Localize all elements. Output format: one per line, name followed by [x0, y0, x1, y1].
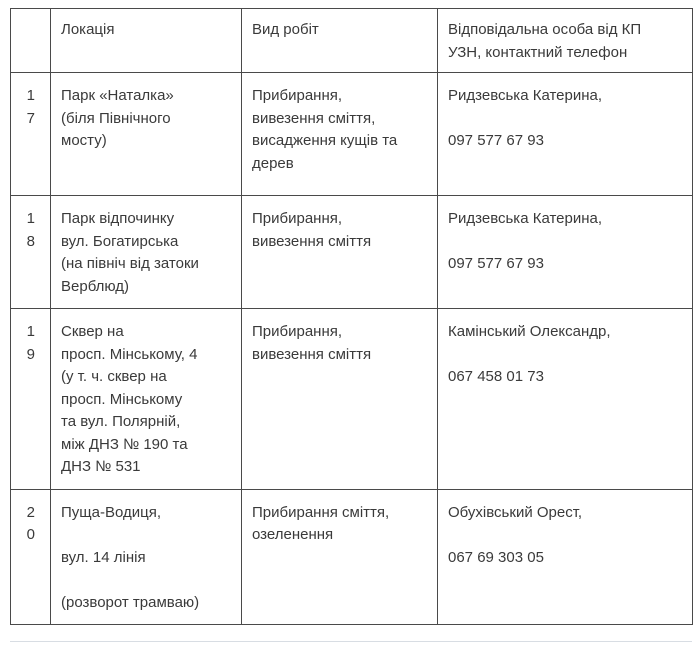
row-number-value: 19: [26, 323, 35, 363]
work-line: Прибирання сміття,: [252, 503, 390, 521]
bottom-divider: [10, 641, 692, 642]
contact-cell: [438, 73, 693, 196]
location-cell: [51, 73, 242, 196]
work-line: вивезення сміття,: [252, 109, 376, 127]
row-number-value: 18: [26, 210, 35, 250]
work-line: вивезення сміття: [252, 345, 372, 363]
contact-phone: 067 69 303 05: [448, 548, 544, 566]
location-line: Сквер на: [61, 323, 124, 340]
row-number-value: 20: [26, 503, 35, 543]
row-number-value: 17: [26, 87, 35, 127]
work-cell: [242, 73, 438, 196]
header-location: Локація: [51, 9, 242, 73]
work-line: Прибирання,: [252, 210, 343, 227]
location-line: мосту): [61, 132, 107, 149]
location-cell: [51, 309, 242, 490]
work-line: Прибирання,: [252, 87, 343, 104]
location-line: та вул. Полярній,: [61, 413, 181, 430]
location-line: між ДНЗ № 190 та: [61, 435, 188, 453]
contact-cell: [438, 309, 693, 490]
row-number: [11, 196, 51, 309]
location-cell: [51, 489, 242, 625]
contact-person: Ридзевська Катерина,: [448, 87, 603, 104]
work-line: вивезення сміття: [252, 232, 372, 250]
cleanup-schedule-table: [10, 8, 693, 625]
contact-spacer: [448, 108, 682, 131]
contact-person: Ридзевська Катерина,: [448, 210, 603, 227]
location-line: Верблюд): [61, 277, 130, 295]
location-line: вул. 14 лінія: [61, 548, 146, 566]
work-line: висадження кущів та: [252, 132, 398, 149]
work-line: Прибирання,: [252, 323, 343, 340]
work-cell: [242, 489, 438, 625]
location-line: Пуща-Водиця,: [61, 503, 161, 521]
location-spacer: [61, 569, 231, 592]
contact-phone: 097 577 67 93: [448, 255, 544, 272]
table-row: [11, 489, 693, 625]
location-spacer: [61, 524, 231, 547]
header-work-type: Вид робіт: [242, 9, 438, 73]
contact-spacer: [448, 524, 682, 547]
work-line: дерев: [252, 154, 294, 172]
contact-phone: 067 458 01 73: [448, 368, 544, 385]
row-number: [11, 309, 51, 490]
header-contact-line: УЗН, контактний телефон: [448, 43, 628, 61]
table-row: [11, 73, 693, 196]
location-cell: [51, 196, 242, 309]
table-row: [11, 196, 693, 309]
location-line: ДНЗ № 531: [61, 458, 141, 475]
location-line: (біля Північного: [61, 109, 171, 127]
location-line: просп. Мінському, 4: [61, 345, 198, 363]
header-contact: [438, 9, 693, 73]
header-contact-line: Відповідальна особа від КП: [448, 21, 642, 38]
header-number: [11, 9, 51, 73]
location-line: Парк «Наталка»: [61, 87, 174, 104]
contact-cell: [438, 196, 693, 309]
table-header-row: [11, 9, 693, 73]
location-line: Парк відпочинку: [61, 210, 175, 227]
location-line: (розворот трамваю): [61, 593, 200, 611]
location-line: просп. Мінському: [61, 390, 183, 408]
contact-phone: 097 577 67 93: [448, 132, 544, 149]
contact-person: Камінський Олександр,: [448, 323, 611, 340]
row-number: [11, 73, 51, 196]
location-line: (на північ від затоки: [61, 255, 199, 272]
contact-cell: [438, 489, 693, 625]
work-line: озеленення: [252, 526, 334, 543]
location-line: вул. Богатирська: [61, 232, 179, 250]
work-cell: [242, 196, 438, 309]
location-line: (у т. ч. сквер на: [61, 368, 167, 385]
contact-spacer: [448, 344, 682, 367]
contact-person: Обухівський Орест,: [448, 503, 583, 521]
table-row: [11, 309, 693, 490]
row-number: [11, 489, 51, 625]
work-cell: [242, 309, 438, 490]
contact-spacer: [448, 231, 682, 254]
